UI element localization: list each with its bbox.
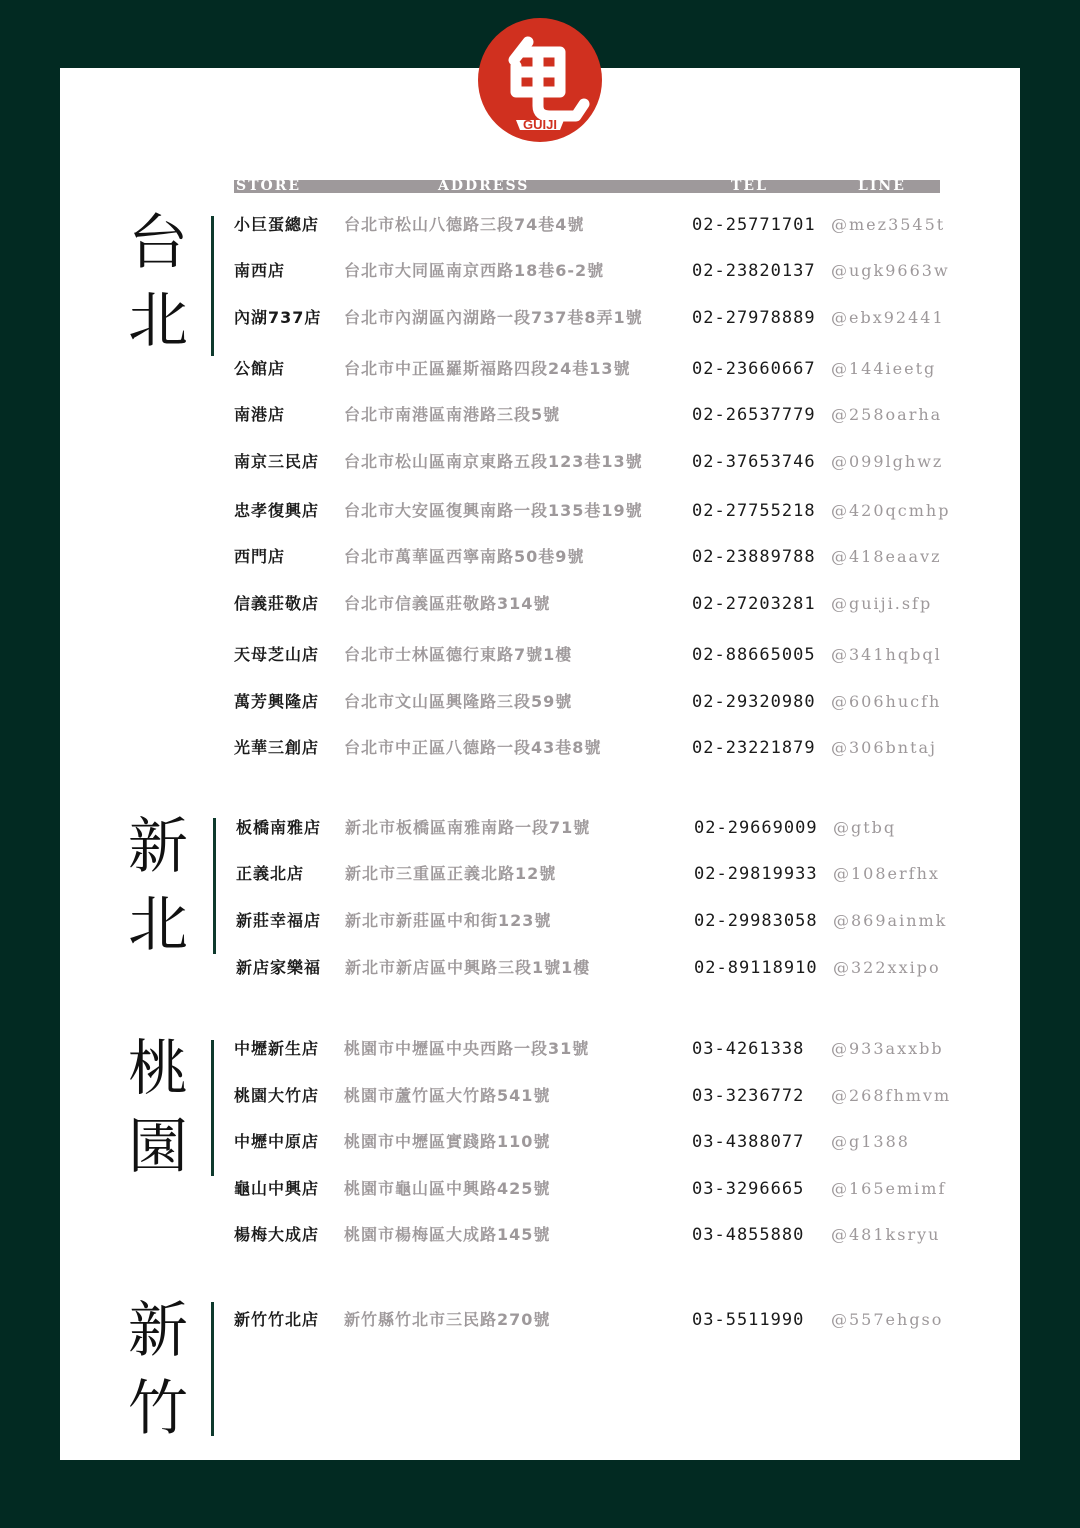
store-line-id: @268fhmvm bbox=[831, 1086, 952, 1105]
store-line-id: @mez3545t bbox=[831, 215, 946, 234]
store-name: 光華三創店 bbox=[234, 738, 320, 757]
store-row bbox=[0, 862, 1080, 886]
store-tel: 02-29669009 bbox=[694, 818, 818, 838]
store-row bbox=[0, 1177, 1080, 1201]
store-name: 新竹竹北店 bbox=[234, 1310, 320, 1329]
store-line-id: @322xxipo bbox=[833, 958, 941, 977]
store-name: 中壢新生店 bbox=[234, 1039, 320, 1058]
store-tel: 02-89118910 bbox=[694, 958, 818, 978]
store-address: 台北市大同區南京西路18巷6-2號 bbox=[344, 261, 605, 280]
store-tel: 02-27978889 bbox=[692, 308, 816, 328]
store-tel: 02-27203281 bbox=[692, 594, 816, 614]
store-tel: 02-23660667 bbox=[692, 359, 816, 379]
store-line-id: @108erfhx bbox=[833, 864, 940, 883]
store-row bbox=[0, 357, 1080, 381]
store-name: 內湖737店 bbox=[234, 308, 322, 327]
store-name: 南京三民店 bbox=[234, 452, 320, 471]
store-line-id: @165emimf bbox=[831, 1179, 947, 1198]
store-address: 桃園市龜山區中興路425號 bbox=[344, 1179, 551, 1198]
store-address: 台北市南港區南港路三段5號 bbox=[344, 405, 561, 424]
store-address: 新竹縣竹北市三民路270號 bbox=[344, 1310, 551, 1329]
store-address: 台北市萬華區西寧南路50巷9號 bbox=[344, 547, 585, 566]
region-label-top: 新 bbox=[128, 812, 188, 882]
store-address: 新北市新莊區中和街123號 bbox=[345, 911, 552, 930]
store-line-id: @606hucfh bbox=[831, 692, 942, 711]
store-line-id: @481ksryu bbox=[831, 1225, 941, 1244]
store-name: 新莊幸福店 bbox=[236, 911, 322, 930]
store-row bbox=[0, 690, 1080, 714]
store-tel: 02-29983058 bbox=[694, 911, 818, 931]
store-tel: 02-29320980 bbox=[692, 692, 816, 712]
store-tel: 03-3296665 bbox=[692, 1179, 805, 1199]
store-line-id: @g1388 bbox=[831, 1132, 910, 1151]
store-row bbox=[0, 499, 1080, 523]
store-line-id: @gtbq bbox=[833, 818, 897, 837]
store-tel: 02-23889788 bbox=[692, 547, 816, 567]
store-tel: 02-23820137 bbox=[692, 261, 816, 281]
store-tel: 02-25771701 bbox=[692, 215, 816, 235]
store-row bbox=[0, 643, 1080, 667]
store-name: 小巨蛋總店 bbox=[234, 215, 320, 234]
region-label-top: 新 bbox=[128, 1296, 188, 1366]
region-label-bottom: 園 bbox=[128, 1112, 188, 1182]
store-name: 新店家樂福 bbox=[236, 958, 322, 977]
store-tel: 02-37653746 bbox=[692, 452, 816, 472]
header-address: ADDRESS bbox=[438, 178, 530, 194]
store-address: 台北市內湖區內湖路一段737巷8弄1號 bbox=[344, 308, 643, 327]
store-name: 中壢中原店 bbox=[234, 1132, 320, 1151]
store-line-id: @ebx92441 bbox=[831, 308, 945, 327]
store-address: 新北市板橋區南雅南路一段71號 bbox=[345, 818, 591, 837]
store-row bbox=[0, 1223, 1080, 1247]
store-line-id: @557ehgso bbox=[831, 1310, 944, 1329]
store-name: 萬芳興隆店 bbox=[234, 692, 320, 711]
store-line-id: @341hqbql bbox=[831, 645, 942, 664]
store-tel: 02-88665005 bbox=[692, 645, 816, 665]
store-tel: 03-5511990 bbox=[692, 1310, 805, 1330]
store-address: 桃園市楊梅區大成路145號 bbox=[344, 1225, 551, 1244]
store-tel: 02-26537779 bbox=[692, 405, 816, 425]
store-address: 桃園市中壢區實踐路110號 bbox=[344, 1132, 551, 1151]
store-line-id: @306bntaj bbox=[831, 738, 938, 757]
store-name: 忠孝復興店 bbox=[234, 501, 320, 520]
table-header bbox=[234, 180, 940, 193]
store-address: 台北市文山區興隆路三段59號 bbox=[344, 692, 573, 711]
region-label-bottom: 竹 bbox=[128, 1374, 188, 1444]
store-name: 龜山中興店 bbox=[234, 1179, 320, 1198]
store-line-id: @418eaavz bbox=[831, 547, 942, 566]
header-store: STORE bbox=[236, 178, 302, 194]
store-address: 新北市新店區中興路三段1號1樓 bbox=[345, 958, 591, 977]
store-line-id: @258oarha bbox=[831, 405, 943, 424]
store-address: 台北市信義區莊敬路314號 bbox=[344, 594, 551, 613]
store-name: 信義莊敬店 bbox=[234, 594, 320, 613]
store-name: 南港店 bbox=[234, 405, 286, 424]
store-name: 西門店 bbox=[234, 547, 286, 566]
store-row bbox=[0, 1308, 1080, 1332]
store-name: 桃園大竹店 bbox=[234, 1086, 320, 1105]
region-divider bbox=[211, 216, 214, 356]
store-row bbox=[0, 213, 1080, 237]
store-tel: 03-4855880 bbox=[692, 1225, 805, 1245]
store-row bbox=[0, 259, 1080, 283]
store-name: 楊梅大成店 bbox=[234, 1225, 320, 1244]
store-row bbox=[0, 1037, 1080, 1061]
store-row bbox=[0, 403, 1080, 427]
store-line-id: @099lghwz bbox=[831, 452, 944, 471]
store-row bbox=[0, 1084, 1080, 1108]
store-name: 天母芝山店 bbox=[234, 645, 320, 664]
store-row bbox=[0, 1130, 1080, 1154]
store-line-id: @933axxbb bbox=[831, 1039, 944, 1058]
region-label-top: 桃 bbox=[128, 1034, 188, 1104]
store-address: 台北市松山八德路三段74巷4號 bbox=[344, 215, 585, 234]
store-address: 桃園市中壢區中央西路一段31號 bbox=[344, 1039, 590, 1058]
store-line-id: @420qcmhp bbox=[831, 501, 951, 520]
region-label-top: 台 bbox=[128, 208, 188, 278]
store-tel: 03-4388077 bbox=[692, 1132, 805, 1152]
guiji-logo bbox=[476, 16, 604, 144]
store-address: 台北市松山區南京東路五段123巷13號 bbox=[344, 452, 643, 471]
store-line-id: @869ainmk bbox=[833, 911, 948, 930]
store-name: 南西店 bbox=[234, 261, 286, 280]
store-row bbox=[0, 736, 1080, 760]
svg-text:GUIJI: GUIJI bbox=[523, 117, 557, 132]
store-line-id: @ugk9663w bbox=[831, 261, 950, 280]
store-row bbox=[0, 956, 1080, 980]
store-address: 台北市大安區復興南路一段135巷19號 bbox=[344, 501, 643, 520]
store-row bbox=[0, 545, 1080, 569]
store-row bbox=[0, 592, 1080, 616]
header-tel: TEL bbox=[731, 178, 768, 194]
store-tel: 03-4261338 bbox=[692, 1039, 805, 1059]
store-address: 台北市中正區八德路一段43巷8號 bbox=[344, 738, 602, 757]
store-address: 桃園市蘆竹區大竹路541號 bbox=[344, 1086, 551, 1105]
store-address: 台北市士林區德行東路7號1樓 bbox=[344, 645, 573, 664]
store-name: 公館店 bbox=[234, 359, 286, 378]
store-tel: 02-29819933 bbox=[694, 864, 818, 884]
store-row bbox=[0, 909, 1080, 933]
region-label-bottom: 北 bbox=[128, 890, 188, 960]
store-row bbox=[0, 450, 1080, 474]
store-row bbox=[0, 306, 1080, 330]
store-tel: 03-3236772 bbox=[692, 1086, 805, 1106]
store-address: 台北市中正區羅斯福路四段24巷13號 bbox=[344, 359, 631, 378]
store-name: 正義北店 bbox=[236, 864, 305, 883]
region-label-bottom: 北 bbox=[128, 286, 188, 356]
store-line-id: @144ieetg bbox=[831, 359, 937, 378]
store-tel: 02-23221879 bbox=[692, 738, 816, 758]
store-name: 板橋南雅店 bbox=[236, 818, 322, 837]
store-tel: 02-27755218 bbox=[692, 501, 816, 521]
store-line-id: @guiji.sfp bbox=[831, 594, 933, 613]
store-row bbox=[0, 816, 1080, 840]
store-address: 新北市三重區正義北路12號 bbox=[345, 864, 557, 883]
header-line: LINE bbox=[858, 178, 906, 194]
